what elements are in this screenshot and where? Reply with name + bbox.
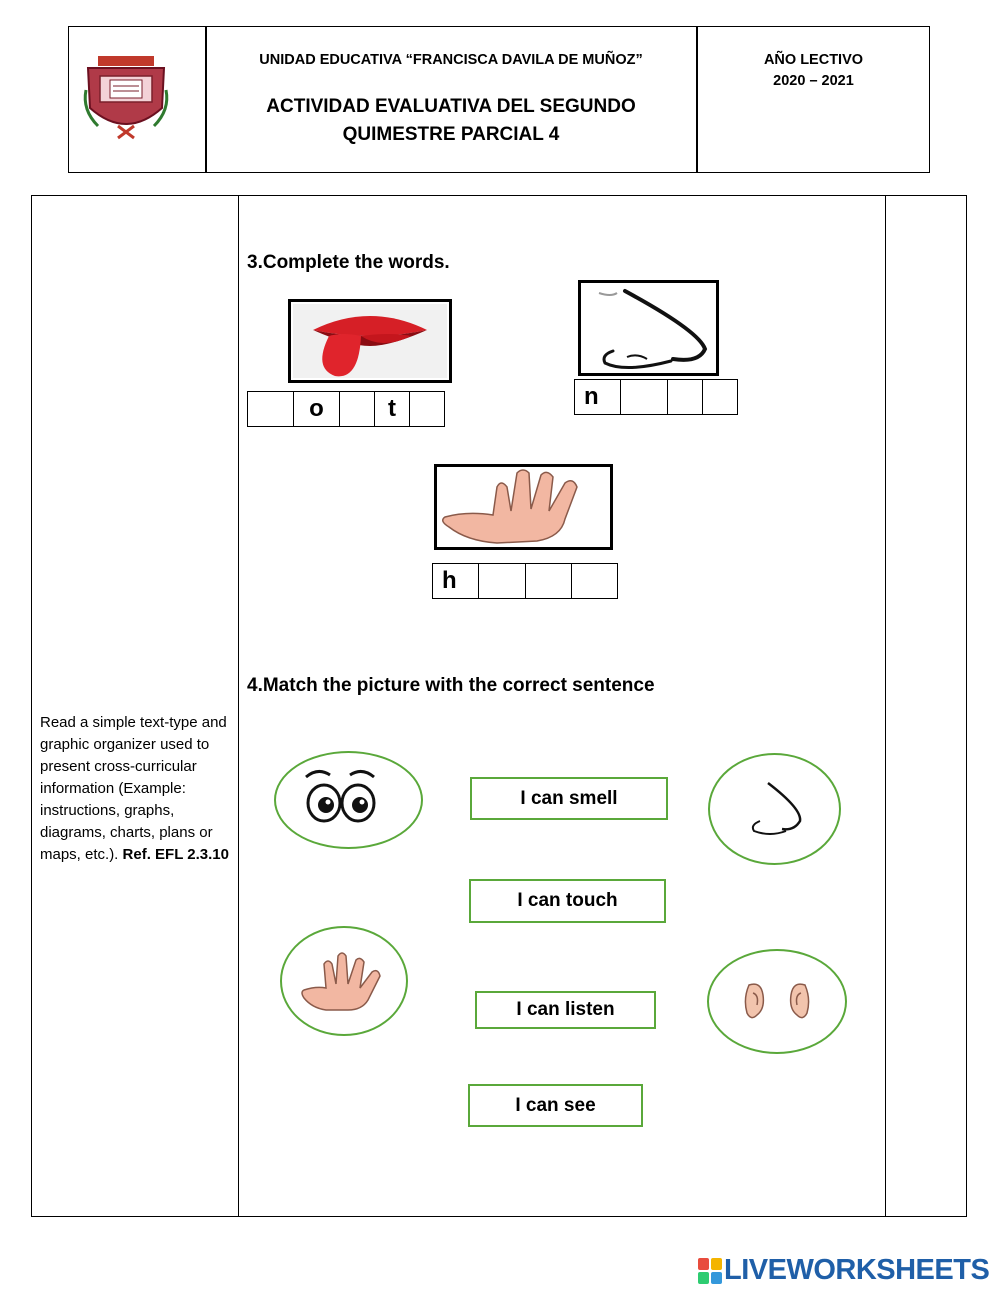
mouth-letter-box[interactable] [339, 391, 375, 427]
header-divider [696, 26, 698, 173]
mouth-icon [291, 302, 449, 380]
school-year-label: AÑO LECTIVO [763, 52, 864, 68]
sentence-box-listen[interactable]: I can listen [475, 991, 656, 1029]
hand-picture [434, 464, 613, 550]
main-divider-left [238, 195, 239, 1217]
nose-icon [581, 283, 716, 373]
exercise-4-title: 4.Match the picture with the correct sentence [247, 675, 655, 696]
hand-letter-box[interactable] [571, 563, 618, 599]
school-crest-logo [80, 50, 172, 142]
mouth-picture [288, 299, 452, 383]
ears-icon [709, 951, 845, 1052]
eyes-oval[interactable] [274, 751, 423, 849]
page-title-line1: ACTIVIDAD EVALUATIVA DEL SEGUNDO [266, 96, 636, 117]
mouth-letter-box[interactable] [409, 391, 445, 427]
skill-text: Read a simple text-type and graphic organizer used to present cross-curricular information (Example: instructions, graphs, diagrams, charts, plans or maps, etc.). [40, 714, 227, 863]
hand-letter-box[interactable]: h [432, 563, 479, 599]
nose-letter-box[interactable] [620, 379, 668, 415]
liveworksheets-logo-icon [698, 1258, 722, 1284]
page-title-line2: QUIMESTRE PARCIAL 4 [342, 124, 560, 145]
mouth-letter-box[interactable] [247, 391, 294, 427]
school-year-value: 2020 – 2021 [773, 73, 854, 89]
hand-icon [282, 928, 406, 1034]
hand-letter-box[interactable] [478, 563, 526, 599]
nose-letter-box[interactable]: n [574, 379, 621, 415]
sentence-box-see[interactable]: I can see [468, 1084, 643, 1127]
ears-oval[interactable] [707, 949, 847, 1054]
hand-oval[interactable] [280, 926, 408, 1036]
main-table [31, 195, 967, 1217]
mouth-letter-box[interactable]: o [293, 391, 340, 427]
nose-letter-box[interactable] [667, 379, 703, 415]
hand-letter-box[interactable] [525, 563, 572, 599]
skill-description [40, 712, 230, 866]
skill-ref: Ref. EFL 2.3.10 [122, 846, 229, 863]
mouth-letter-box[interactable]: t [374, 391, 410, 427]
hand-icon [437, 467, 610, 547]
liveworksheets-brand[interactable]: LIVEWORKSHEETS [724, 1254, 990, 1286]
nose-letter-box[interactable] [702, 379, 738, 415]
nose-oval[interactable] [708, 753, 841, 865]
sentence-box-smell[interactable]: I can smell [470, 777, 668, 820]
eyes-icon [276, 753, 421, 847]
sentence-box-touch[interactable]: I can touch [469, 879, 666, 923]
exercise-3-title: 3.Complete the words. [247, 252, 450, 273]
school-name: UNIDAD EDUCATIVA “FRANCISCA DAVILA DE MUÑOZ” [259, 52, 643, 68]
nose-icon [710, 755, 839, 863]
main-divider-right [885, 195, 886, 1217]
nose-picture [578, 280, 719, 376]
